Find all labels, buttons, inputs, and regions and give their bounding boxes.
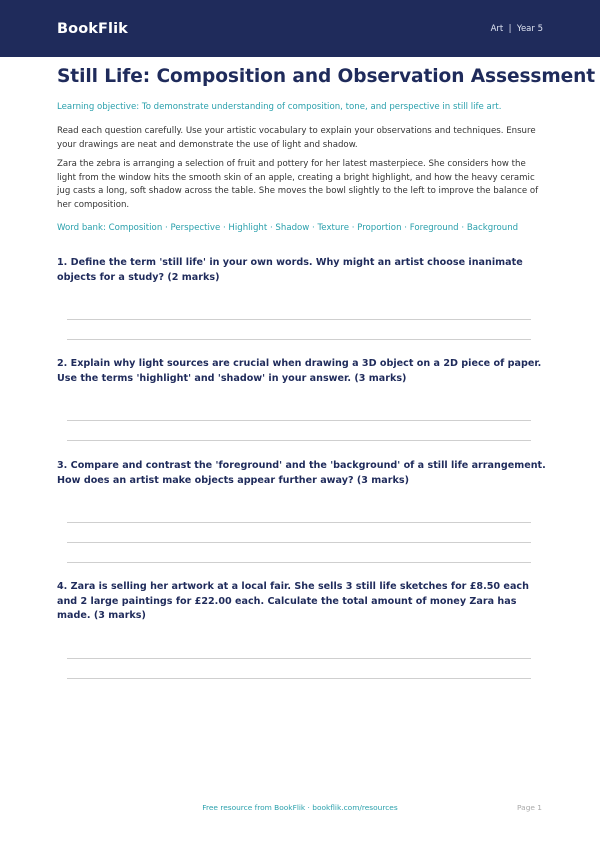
answer-line[interactable] [67, 522, 531, 523]
answer-line[interactable] [67, 658, 531, 659]
page-footer [0, 802, 600, 814]
question-2: 2. Explain why light sources are crucial when drawing a 3D object on a 2D piece of paper. Use the terms 'highlight' and 'shadow' in your answer. (3 marks) [57, 358, 542, 384]
page-header [0, 0, 600, 57]
answer-line[interactable] [67, 339, 531, 340]
brand-logo-text: BookFlik [57, 20, 128, 37]
word-bank: Word bank: Composition · Perspective · Highlight · Shadow · Texture · Proportion · Foreground · Background [57, 223, 519, 233]
story-passage: Zara the zebra is arranging a selection of fruit and pottery for her latest masterpiece. She considers how the light from the window hits the smooth skin of an apple, creating a bright highlight, and how the heavy ceramic jug casts a long, soft shadow across the table. She moves the bowl slightly to the left to improve the balance of her composition. [57, 159, 539, 210]
answer-line[interactable] [67, 562, 531, 563]
answer-line[interactable] [67, 542, 531, 543]
answer-line[interactable] [67, 420, 531, 421]
resource-link[interactable]: Free resource from BookFlik · bookflik.com/resources [202, 803, 398, 812]
worksheet-title: Still Life: Composition and Observation Assessment [57, 66, 596, 87]
subject-year-label: Art | Year 5 [490, 23, 543, 34]
question-1: 1. Define the term 'still life' in your own words. Why might an artist choose inanimate objects for a study? (2 marks) [57, 257, 523, 283]
instructions-text: Read each question carefully. Use your artistic vocabulary to explain your observations and techniques. Ensure your drawings are neat and demonstrate the use of light and shadow. [57, 126, 536, 150]
page-number: Page 1 [517, 803, 542, 812]
learning-objective: Learning objective: To demonstrate understanding of composition, tone, and perspective in still life art. [57, 102, 502, 112]
question-4: 4. Zara is selling her artwork at a local fair. She sells 3 still life sketches for £8.50 each and 2 large paintings for £22.00 each. Calculate the total amount of money Zara has made. (3 marks) [57, 581, 529, 621]
worksheet-intro [57, 64, 596, 234]
answer-line[interactable] [67, 678, 531, 679]
answer-line[interactable] [67, 319, 531, 320]
answer-line[interactable] [67, 440, 531, 441]
question-3: 3. Compare and contrast the 'foreground' and the 'background' of a still life arrangement. How does an artist make objects appear further away? (3 marks) [57, 460, 546, 486]
